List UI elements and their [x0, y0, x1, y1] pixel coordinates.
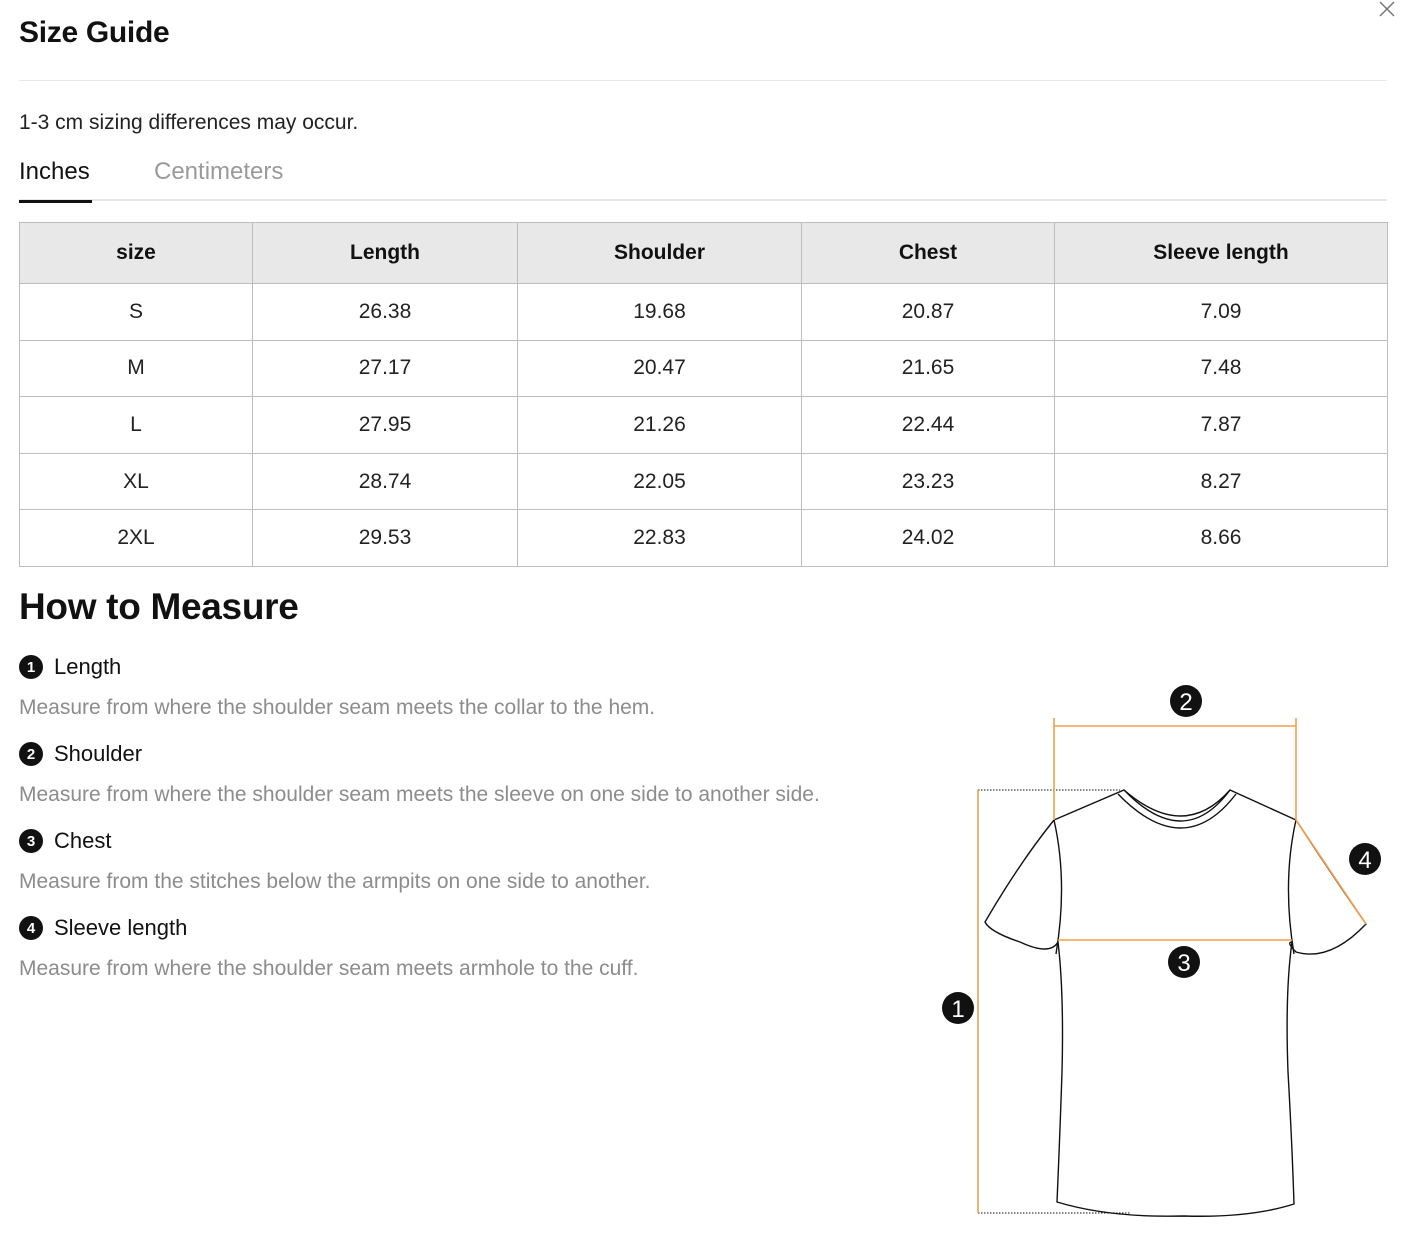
table-cell: 20.87	[802, 284, 1055, 341]
table-cell: 29.53	[253, 510, 518, 567]
measure-description: Measure from the stitches below the armpits on one side to another.	[19, 870, 651, 893]
measure-label: Length	[54, 654, 122, 679]
table-row	[20, 340, 1388, 397]
table-cell: 19.68	[518, 284, 802, 341]
table-cell: 21.26	[518, 397, 802, 454]
measure-item-chest	[19, 826, 651, 894]
how-to-measure-title: How to Measure	[19, 586, 299, 627]
marker-3	[1168, 946, 1200, 978]
close-icon	[1376, 0, 1398, 20]
table-cell: 8.66	[1055, 510, 1388, 567]
column-header-sleeve-length: Sleeve length	[1055, 223, 1388, 284]
table-cell: 24.02	[802, 510, 1055, 567]
table-row	[20, 397, 1388, 454]
table-row	[20, 510, 1388, 567]
number-badge: 1	[19, 655, 43, 679]
svg-text:4: 4	[1358, 847, 1372, 874]
tshirt-outline	[985, 790, 1366, 1216]
measure-description: Measure from where the shoulder seam meets the sleeve on one side to another side.	[19, 783, 820, 806]
marker-2	[1170, 685, 1202, 717]
table-cell: 7.87	[1055, 397, 1388, 454]
table-cell: L	[20, 397, 253, 454]
tab-inches[interactable]: Inches	[19, 156, 90, 201]
tshirt-measurement-diagram	[930, 672, 1390, 1232]
measure-description: Measure from where the shoulder seam meets the collar to the hem.	[19, 696, 656, 719]
sleeve-line	[1296, 820, 1366, 924]
svg-text:2: 2	[1179, 689, 1193, 716]
table-cell: S	[20, 284, 253, 341]
number-badge: 3	[19, 829, 43, 853]
number-badge: 2	[19, 742, 43, 766]
table-cell: 7.09	[1055, 284, 1388, 341]
sizing-note: 1-3 cm sizing differences may occur.	[19, 111, 359, 134]
measure-label: Chest	[54, 828, 112, 853]
table-cell: 22.83	[518, 510, 802, 567]
measure-item-shoulder	[19, 739, 820, 807]
table-cell: 22.05	[518, 453, 802, 510]
close-button[interactable]	[1376, 0, 1398, 20]
tshirt-diagram-svg	[930, 672, 1390, 1232]
table-header-row	[20, 223, 1388, 284]
unit-tabs	[19, 156, 1387, 201]
marker-1	[942, 992, 974, 1024]
table-cell: 8.27	[1055, 453, 1388, 510]
table-cell: 21.65	[802, 340, 1055, 397]
table-cell: 27.95	[253, 397, 518, 454]
column-header-length: Length	[253, 223, 518, 284]
table-cell: 26.38	[253, 284, 518, 341]
dialog-title: Size Guide	[19, 16, 170, 49]
number-badge: 4	[19, 916, 43, 940]
table-cell: 2XL	[20, 510, 253, 567]
column-header-shoulder: Shoulder	[518, 223, 802, 284]
marker-4	[1349, 843, 1381, 875]
table-cell: M	[20, 340, 253, 397]
title-divider	[19, 80, 1387, 81]
table-cell: 7.48	[1055, 340, 1388, 397]
svg-text:3: 3	[1177, 950, 1191, 977]
column-header-chest: Chest	[802, 223, 1055, 284]
size-table	[19, 222, 1388, 567]
table-cell: 22.44	[802, 397, 1055, 454]
table-cell: XL	[20, 453, 253, 510]
table-cell: 23.23	[802, 453, 1055, 510]
measure-description: Measure from where the shoulder seam meets armhole to the cuff.	[19, 957, 639, 980]
table-row	[20, 284, 1388, 341]
svg-text:1: 1	[951, 996, 965, 1023]
measure-label: Sleeve length	[54, 915, 188, 940]
tab-centimeters[interactable]: Centimeters	[154, 158, 284, 185]
measure-label: Shoulder	[54, 741, 143, 766]
measure-item-length	[19, 652, 655, 720]
table-row	[20, 453, 1388, 510]
table-cell: 20.47	[518, 340, 802, 397]
table-cell: 28.74	[253, 453, 518, 510]
column-header-size: size	[20, 223, 253, 284]
table-cell: 27.17	[253, 340, 518, 397]
measure-item-sleeve-length	[19, 913, 638, 981]
